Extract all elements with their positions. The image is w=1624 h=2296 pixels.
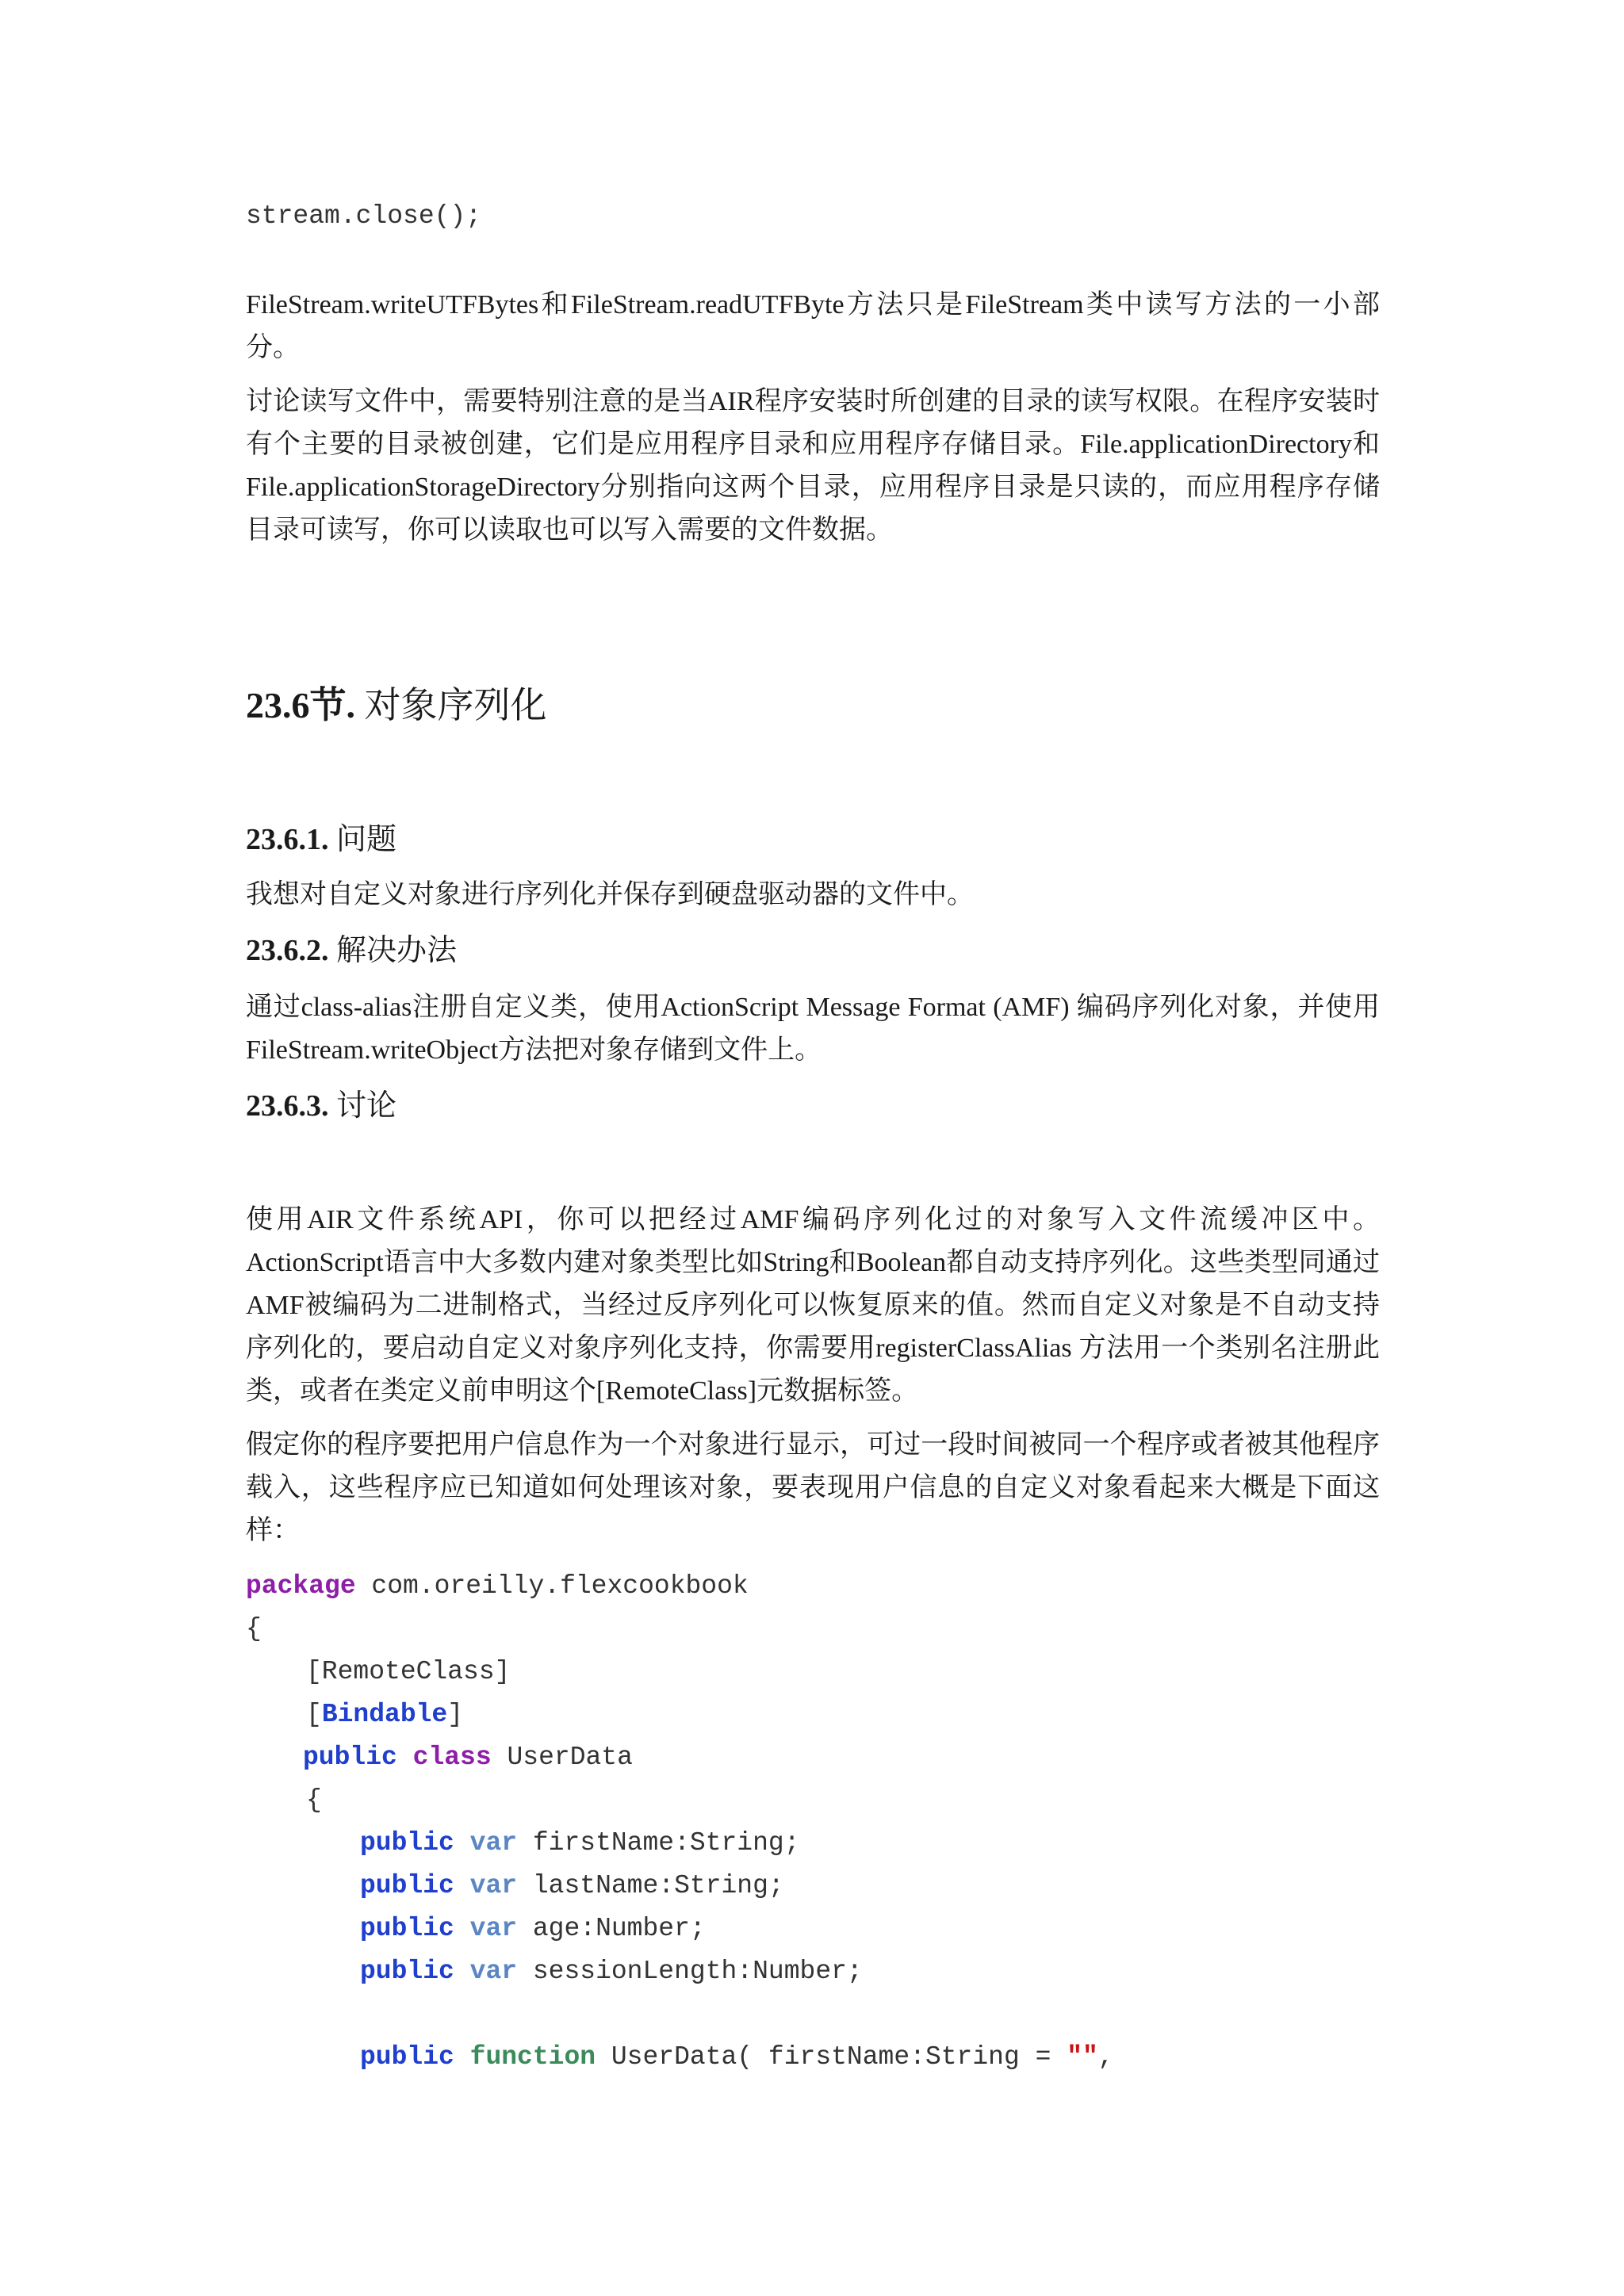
- section-heading: [246, 682, 547, 729]
- code-line: [246, 1608, 1114, 1651]
- code-text: ]: [447, 1700, 464, 1729]
- code-line: [246, 1736, 1114, 1779]
- subsection-heading-solution: [246, 929, 457, 972]
- code-text: com.oreilly.flexcookbook: [355, 1571, 749, 1601]
- code-line: [246, 1779, 1114, 1822]
- section-number: 23.6节.: [246, 685, 355, 725]
- code-line: [246, 1822, 1114, 1865]
- code-keyword: function: [469, 2042, 596, 2072]
- code-text: [RemoteClass]: [306, 1657, 511, 1686]
- subsection-number: 23.6.1.: [246, 823, 329, 856]
- subsection-number: 23.6.2.: [246, 934, 329, 967]
- code-line: [246, 1651, 1114, 1693]
- code-keyword: public: [360, 1914, 454, 1943]
- paragraph-filestream-methods: FileStream.writeUTFBytes和FileStream.readUTFByte方法只是FileStream类中读写方法的一小部分。: [246, 290, 1380, 362]
- code-text: sessionLength:Number;: [517, 1957, 863, 1986]
- code-text: UserData: [491, 1743, 633, 1772]
- code-keyword: public: [303, 1743, 397, 1772]
- code-line: [246, 1908, 1114, 1950]
- code-keyword: var: [469, 1871, 518, 1900]
- code-text: firstName:String;: [517, 1828, 800, 1858]
- code-text: lastName:String;: [517, 1871, 784, 1900]
- code-keyword: public: [360, 1828, 454, 1858]
- code-text: {: [246, 1614, 262, 1644]
- code-line: [246, 1865, 1114, 1908]
- code-text: age:Number;: [517, 1914, 706, 1943]
- code-text: {: [306, 1785, 322, 1815]
- paragraph-discussion-1: 使用AIR文件系统API，你可以把经过AMF编码序列化过的对象写入文件流缓冲区中。ActionScript语言中大多数内建对象类型比如String和Boolean都自动支持序列化。这些类型同通过AMF被编码为二进制格式，当经过反序列化可以恢复原来的值。然而自定义对象是不自动支持序列化的，要启动自定义对象序列化支持，你需要用registerClassAlias 方法用一个类别名注册此类，或者在类定义前申明这个[RemoteClass]元数据标签。: [246, 1205, 1380, 1406]
- code-keyword: var: [469, 1914, 518, 1943]
- code-line: [246, 1565, 1114, 1608]
- code-keyword: var: [469, 1828, 518, 1858]
- code-text: UserData( firstName:String =: [596, 2042, 1067, 2072]
- paragraph-solution: 通过class-alias注册自定义类，使用ActionScript Message Format (AMF) 编码序列化对象，并使用FileStream.writeObject方法把对象存储到文件上。: [246, 993, 1380, 1065]
- paragraph-discussion-2: 假定你的程序要把用户信息作为一个对象进行显示，可过一段时间被同一个程序或者被其他程序载入，这些程序应已知道如何处理该对象，要表现用户信息的自定义对象看起来大概是下面这样：: [246, 1430, 1380, 1545]
- subsection-title: 问题: [336, 823, 397, 856]
- code-line: [246, 2036, 1114, 2079]
- subsection-heading-discussion: [246, 1085, 396, 1127]
- code-string: "": [1067, 2042, 1098, 2072]
- section-title: 对象序列化: [364, 685, 547, 725]
- code-text: ,: [1097, 2042, 1114, 2072]
- subsection-heading-problem: [246, 818, 396, 861]
- code-line-blank: [246, 1993, 1114, 2036]
- subsection-title: 解决办法: [336, 934, 458, 967]
- subsection-number: 23.6.3.: [246, 1089, 329, 1123]
- code-block-userdata: [246, 1565, 1114, 2079]
- code-keyword: class: [412, 1743, 492, 1772]
- code-line: [246, 1693, 1114, 1736]
- code-keyword: package: [246, 1571, 356, 1601]
- code-keyword: public: [360, 2042, 454, 2072]
- code-keyword: Bindable: [321, 1700, 448, 1729]
- paragraph-problem: 我想对自定义对象进行序列化并保存到硬盘驱动器的文件中。: [246, 880, 974, 909]
- paragraph-directory-permissions: 讨论读写文件中，需要特别注意的是当AIR程序安装时所创建的目录的读写权限。在程序安装时有个主要的目录被创建，它们是应用程序目录和应用程序存储目录。File.applicationDirectory和File.applicationStorageDirectory分别指向这两个目录，应用程序目录是只读的，而应用程序存储目录可读写，你可以读取也可以写入需要的文件数据。: [246, 387, 1380, 545]
- code-text: [: [306, 1700, 322, 1729]
- code-keyword: var: [469, 1957, 518, 1986]
- code-line: [246, 1950, 1114, 1993]
- code-keyword: public: [360, 1957, 454, 1986]
- code-keyword: public: [360, 1871, 454, 1900]
- subsection-title: 讨论: [336, 1089, 397, 1123]
- code-line-stream-close: stream.close();: [246, 201, 482, 231]
